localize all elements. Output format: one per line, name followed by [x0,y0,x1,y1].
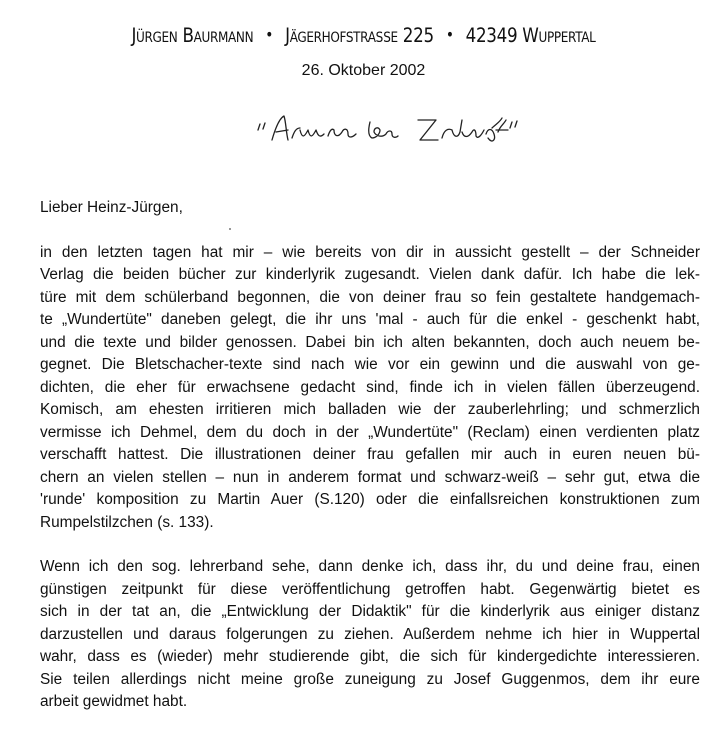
letterhead-city: 42349 Wuppertal [465,24,596,47]
text-line: Rumpelstilzchen (s. 133). [40,513,214,531]
paragraph-1 [40,242,700,535]
handwritten-note [230,108,520,152]
letterhead-separator: • [265,25,274,44]
letterhead-separator: • [445,25,454,44]
text-line: dichten, die eher für erwachsene gedacht sind, finde ich in vielen fällen überzeugend. [40,378,700,396]
text-line: türe mit dem schülerband begonnen, die von deiner frau so fein gestaltete handgemach- [40,288,700,306]
text-line: vermisse ich Dehmel, dem du doch in der „Wundertüte" (Reclam) einen verdienten platz [40,423,700,441]
text-line: gegnet. Die Bletschacher-texte sind nach wie vor ein gewinn und die auswahl von ge- [40,356,700,373]
text-line: te „Wundertüte" daneben gelegt, die ihr uns 'mal - auch für die enkel - geschenkt habt, [40,311,700,328]
scan-speck [229,228,231,230]
letter-body [40,184,700,736]
letterhead-name: Jürgen Baurmann [131,24,254,47]
text-line: sich in der tat an, die „Entwicklung der Didaktik" für die kinderlyrik aus einiger distanz [40,603,700,620]
text-line: Komisch, am ehesten irritieren mich balladen wie der zauberlehrling; und schmerzlich [40,401,700,418]
handwritten-note-text [230,108,520,152]
text-line: und die texte und bilder genossen. Dabei bin ich alten bekannten, doch auch neuem be- [40,333,700,351]
text-line: Verlag die beiden bücher zur kinderlyrik zugesandt. Vielen dank dafür. Ich habe die lek- [40,266,700,283]
salutation: Lieber Heinz-Jürgen, [40,199,183,216]
letter-date: 26. Oktober 2002 [301,62,426,79]
text-line: arbeit gewidmet habt. [40,693,188,710]
text-line: in den letzten tagen hat mir – wie bereits von dir in aussicht gestellt – der Schneider [40,243,700,261]
text-line: Wenn ich den sog. lehrerband sehe, dann denke ich, dass ihr, du und deine frau, einen [40,558,700,575]
text-line: 'runde' komposition zu Martin Auer (S.120) oder die einfallsreichen konstruktionen zum [40,491,700,508]
text-line: wahr, dass es (wieder) mehr studierende gibt, die sich für kindergedichte interessieren. [40,648,700,665]
text-line: darzustellen und daraus folgerungen zu ziehen. Außerdem nehme ich hier in Wuppertal [40,625,700,643]
text-line: Sie teilen allerdings nicht meine große zuneigung zu Josef Guggenmos, dem ihr eure [40,670,700,688]
letterhead [51,24,676,47]
paragraph-2 [40,556,700,714]
letterhead-street: Jägerhofstraße 225 [285,24,434,47]
text-line: chern an vielen stellen – nun in anderem format und schwarz-weiß – sehr gut, etwa die [40,468,700,486]
text-line: verschafft hattest. Die illustrationen deiner frau gefallen mir auch in euren neuen bü- [40,446,700,463]
text-line: günstigen zeitpunkt für diese veröffentlichung getroffen habt. Gegenwärtig bietet es [40,580,700,598]
